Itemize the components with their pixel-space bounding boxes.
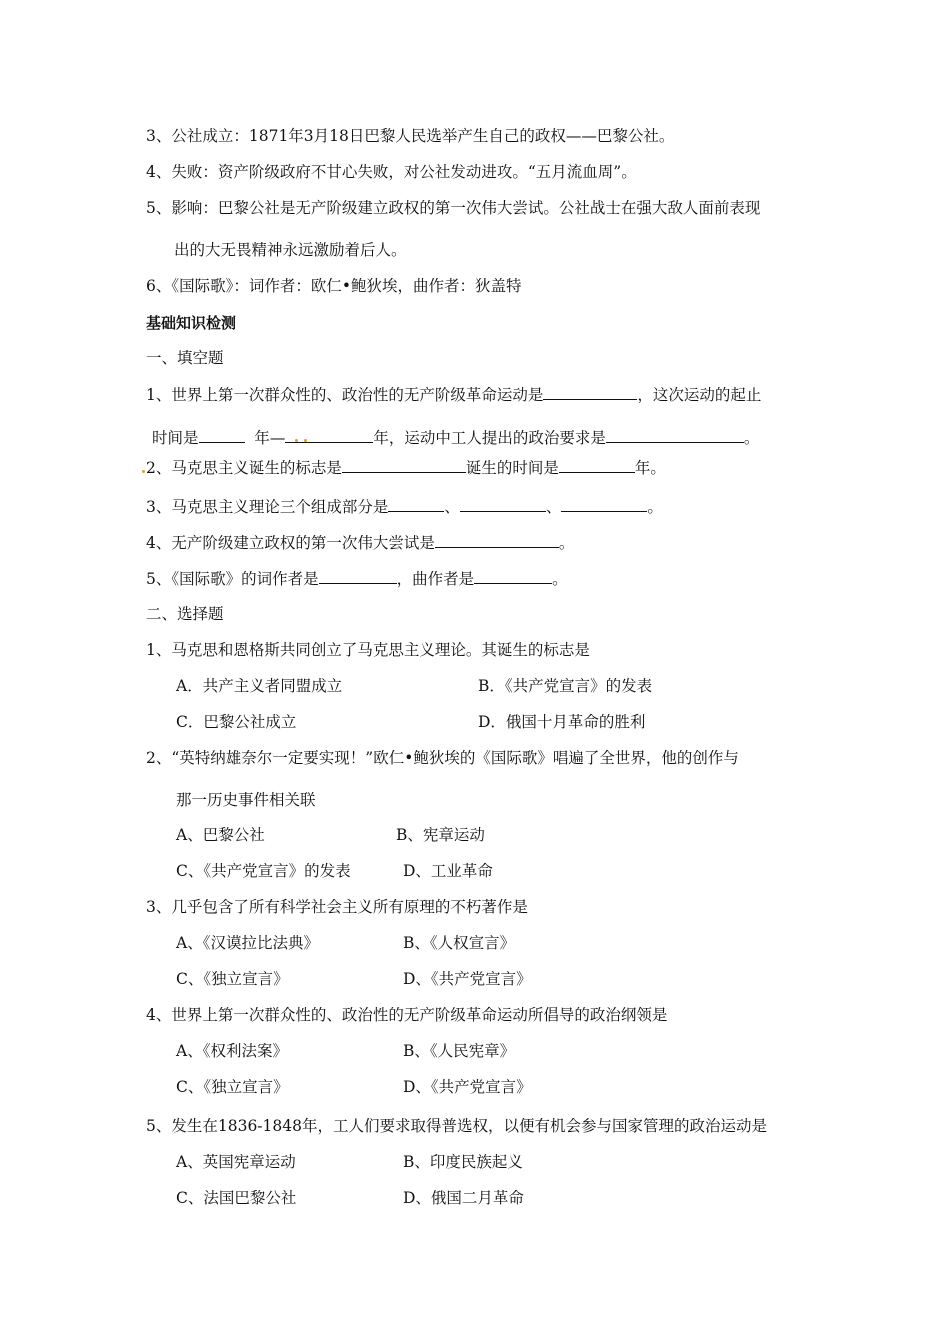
answer-blank[interactable]: [285, 427, 373, 443]
choice-option[interactable]: D、《共产党宣言》: [403, 1078, 532, 1096]
fill-q3-pre: 3、马克思主义理论三个组成部分是: [146, 498, 389, 516]
answer-blank[interactable]: [606, 427, 744, 443]
note-item-5-cont: 出的大无畏精神永远激励着后人。: [174, 241, 407, 259]
fill-question-5: [146, 568, 568, 589]
fill-q3-sep: 、: [545, 498, 562, 516]
choice-option[interactable]: B、《人民宪章》: [403, 1042, 516, 1060]
answer-blank[interactable]: [319, 568, 397, 584]
fill-q3-end: 。: [647, 498, 663, 516]
fill-question-3: [146, 496, 663, 517]
choice-option[interactable]: C、法国巴黎公社: [176, 1189, 297, 1207]
note-item-3: 3、公社成立：1871年3月18日巴黎人民选举产生自己的政权——巴黎公社。: [146, 127, 675, 145]
section-title: 基础知识检测: [146, 314, 237, 332]
fill-q5-end: 。: [552, 570, 568, 588]
fill-question-1: [146, 384, 761, 405]
choice-option[interactable]: C、《共产党宣言》的发表: [176, 862, 351, 880]
fill-q1-b-mid2: 年，运动中工人提出的政治要求是: [373, 429, 606, 447]
choice-option[interactable]: B．《共产党宣言》的发表: [478, 677, 653, 695]
answer-blank[interactable]: [561, 496, 647, 512]
choice-question-2-cont: 那一历史事件相关联: [176, 791, 316, 809]
fill-q1-text-cont: ，这次运动的起止: [637, 386, 762, 404]
fill-q4-end: 。: [558, 534, 575, 552]
answer-blank[interactable]: [460, 496, 546, 512]
choice-option[interactable]: D、《共产党宣言》: [403, 970, 532, 988]
choice-option[interactable]: A、巴黎公社: [176, 826, 265, 844]
fill-q1-b-pre: 时间是: [152, 429, 199, 447]
choice-option[interactable]: D、俄国二月革命: [403, 1189, 524, 1207]
answer-blank[interactable]: [559, 457, 635, 473]
note-item-4: 4、失败：资产阶级政府不甘心失败，对公社发动进攻。“五月流血周”。: [146, 163, 637, 181]
choice-option[interactable]: B、印度民族起义: [403, 1153, 523, 1171]
fill-q5-mid: ，曲作者是: [396, 570, 475, 588]
choice-question-4: 4、世界上第一次群众性的、政治性的无产阶级革命运动所倡导的政治纲领是: [146, 1006, 668, 1024]
choice-option[interactable]: A．共产主义者同盟成立: [176, 677, 343, 695]
fill-q1-text: 1、世界上第一次群众性的、政治性的无产阶级革命运动是: [146, 386, 544, 404]
choice-option[interactable]: D．俄国十月革命的胜利: [478, 713, 646, 731]
marker-dot: [142, 470, 145, 473]
fill-question-2: [142, 457, 666, 478]
note-item-6: 6、《国际歌》：词作者：欧仁•鲍狄埃，曲作者：狄盖特: [146, 277, 522, 295]
answer-blank[interactable]: [342, 457, 466, 473]
answer-blank[interactable]: [199, 427, 245, 443]
answer-blank[interactable]: [388, 496, 444, 512]
answer-blank[interactable]: [474, 568, 552, 584]
fill-q1-b-end: 。: [743, 429, 760, 447]
choice-option[interactable]: B、宪章运动: [396, 826, 485, 844]
choice-option[interactable]: A、《权利法案》: [176, 1042, 288, 1060]
fill-question-1-cont: [152, 427, 759, 448]
fill-heading: 一、填空题: [146, 349, 224, 367]
choice-heading: 二、选择题: [146, 605, 224, 623]
choice-question-3: 3、几乎包含了所有科学社会主义所有原理的不朽著作是: [146, 898, 528, 916]
fill-question-4: [146, 532, 574, 553]
choice-option[interactable]: A、《汉谟拉比法典》: [176, 934, 319, 952]
fill-q3-sep: 、: [444, 498, 460, 516]
choice-option[interactable]: A、英国宪章运动: [176, 1153, 296, 1171]
fill-q4-pre: 4、无产阶级建立政权的第一次伟大尝试是: [146, 534, 435, 552]
choice-option[interactable]: D、工业革命: [403, 862, 493, 880]
fill-q2-pre: 2、马克思主义诞生的标志是: [146, 459, 342, 477]
fill-q5-pre: 5、《国际歌》的词作者是: [146, 570, 319, 588]
choice-option[interactable]: C、《独立宣言》: [176, 1078, 289, 1096]
choice-option[interactable]: C．巴黎公社成立: [176, 713, 297, 731]
answer-blank[interactable]: [435, 532, 559, 548]
fill-q2-end: 年。: [634, 459, 666, 477]
choice-question-2: 2、“英特纳雄奈尔一定要实现！”欧仁•鲍狄埃的《国际歌》唱遍了全世界，他的创作与: [146, 749, 739, 767]
fill-q2-mid: 诞生的时间是: [465, 459, 559, 477]
answer-blank[interactable]: [543, 384, 637, 400]
choice-question-1: 1、马克思和恩格斯共同创立了马克思主义理论。其诞生的标志是: [146, 641, 590, 659]
marker-dot: [295, 439, 298, 442]
choice-option[interactable]: C、《独立宣言》: [176, 970, 289, 988]
choice-question-5: 5、发生在1836-1848年，工人们要求取得普选权，以便有机会参与国家管理的政治运动是: [146, 1117, 767, 1135]
marker-dot: [304, 439, 307, 442]
choice-option[interactable]: B、《人权宣言》: [403, 934, 516, 952]
note-item-5: 5、影响：巴黎公社是无产阶级建立政权的第一次伟大尝试。公社战士在强大敌人面前表现: [146, 199, 761, 217]
fill-q1-b-mid: 年—: [254, 429, 286, 447]
